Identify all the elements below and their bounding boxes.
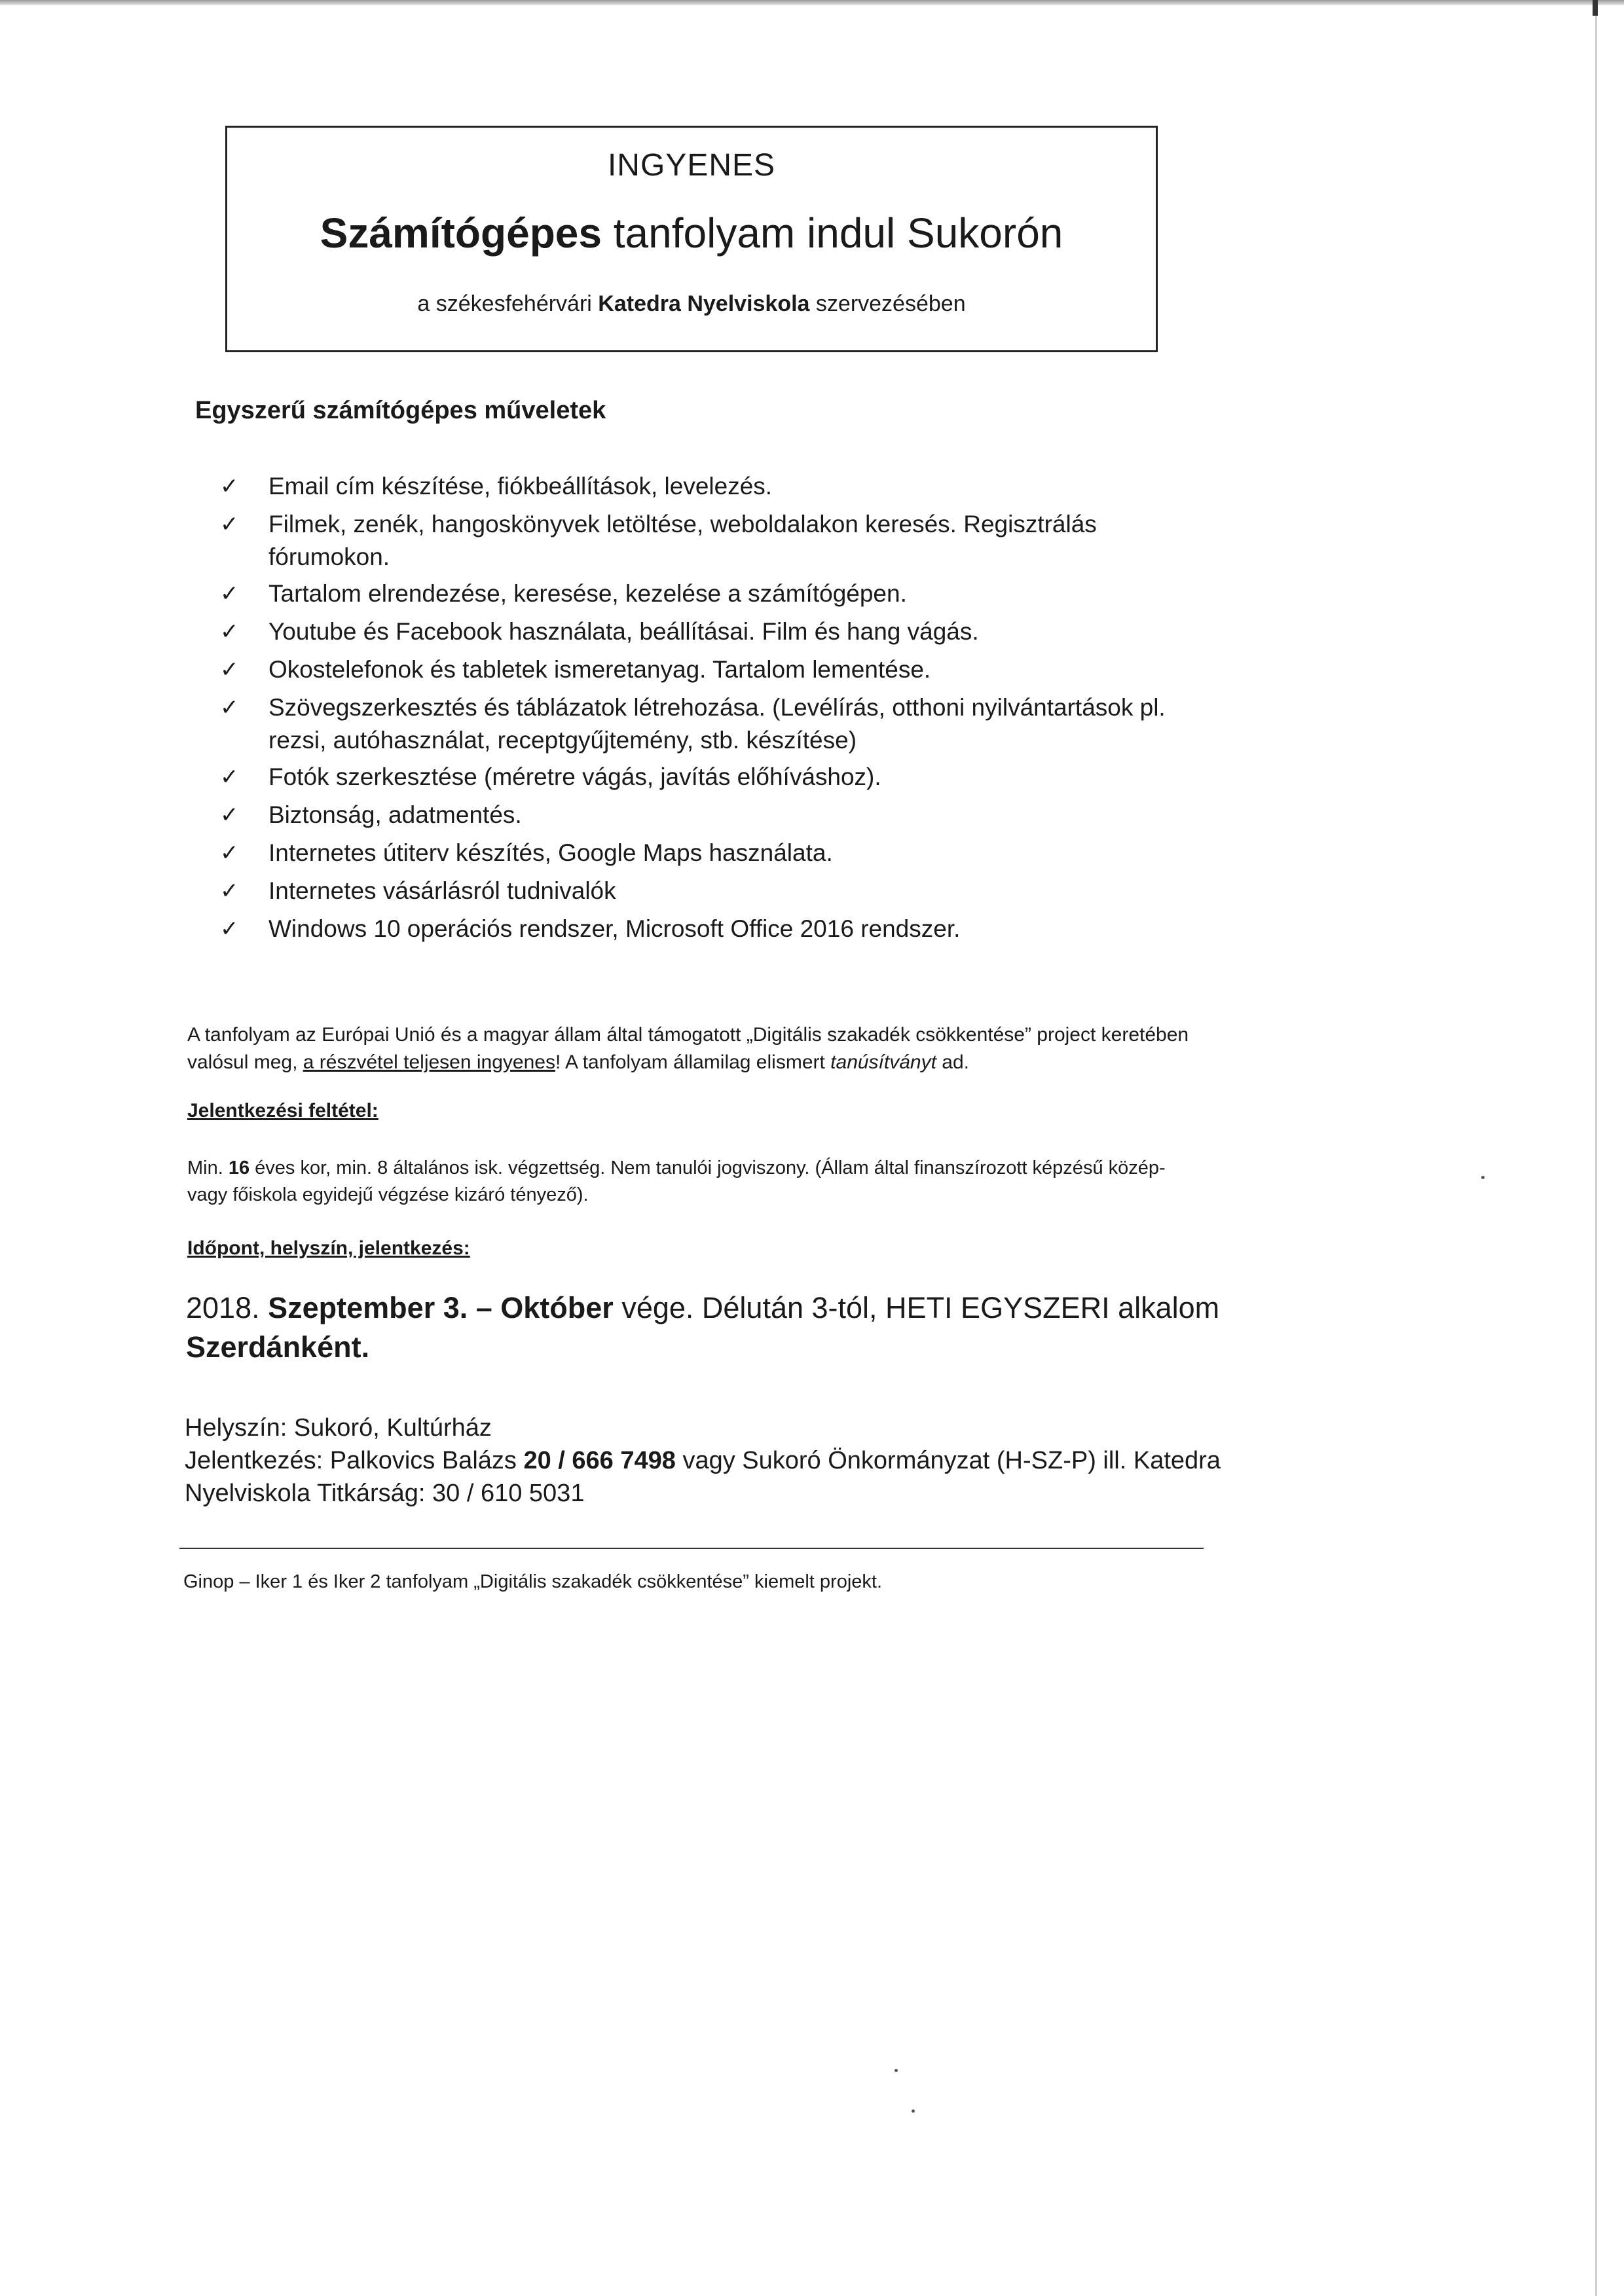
min-age: 16 bbox=[228, 1157, 250, 1178]
free-label: INGYENES bbox=[607, 148, 776, 183]
apply-post: vagy Sukoró Önkormányzat (H-SZ-P) ill. Katedra Nyelviskola Titkárság: 30 / 610 5031 bbox=[185, 1447, 1221, 1507]
scan-corner-mark bbox=[1593, 0, 1598, 16]
feature-item bbox=[220, 691, 1202, 757]
info-paragraph bbox=[187, 1021, 1209, 1076]
phone-number: 20 / 666 7498 bbox=[523, 1447, 676, 1474]
footer-note: Ginop – Iker 1 és Iker 2 tanfolyam „Digitális szakadék csökkentése” kiemelt projekt. bbox=[183, 1571, 883, 1592]
scan-speck bbox=[912, 2109, 915, 2113]
feature-item bbox=[220, 653, 1202, 686]
schedule-text bbox=[186, 1288, 1234, 1367]
feature-text: Filmek, zenék, hangoskönyvek letöltése, weboldalakon keresés. Regisztrálás fórumokon. bbox=[268, 511, 1097, 570]
check-icon: ✓ bbox=[220, 916, 239, 942]
title-box bbox=[225, 126, 1158, 352]
check-icon: ✓ bbox=[220, 581, 239, 607]
check-icon: ✓ bbox=[220, 802, 239, 828]
feature-item bbox=[220, 837, 1202, 869]
feature-text: Youtube és Facebook használata, beállításai. Film és hang vágás. bbox=[268, 618, 979, 645]
feature-text: Tartalom elrendezése, keresése, kezelése a számítógépen. bbox=[268, 580, 907, 607]
scan-speck bbox=[1481, 1176, 1485, 1179]
check-icon: ✓ bbox=[220, 473, 239, 500]
headline-bold: Számítógépes bbox=[320, 210, 602, 257]
feature-text: Fotók szerkesztése (méretre vágás, javítás előhíváshoz). bbox=[268, 763, 881, 790]
feature-item bbox=[220, 761, 1202, 793]
feature-item bbox=[220, 615, 1202, 648]
check-icon: ✓ bbox=[220, 511, 239, 538]
contact-block bbox=[185, 1412, 1232, 1510]
scan-right-edge bbox=[1595, 0, 1597, 2296]
organizer-pre: a székesfehérvári bbox=[417, 291, 599, 316]
check-icon: ✓ bbox=[220, 695, 239, 721]
feature-text: Internetes vásárlásról tudnivalók bbox=[268, 877, 616, 904]
conditions-label: Jelentkezési feltétel: bbox=[187, 1100, 378, 1121]
feature-text: Windows 10 operációs rendszer, Microsoft Office 2016 rendszer. bbox=[268, 915, 961, 942]
info-text-mid: ! A tanfolyam államilag elismert bbox=[555, 1051, 831, 1073]
feature-text: Szövegszerkesztés és táblázatok létrehozása. (Levélírás, otthoni nyilvántartások pl. rezsi, autóhasználat, receptgyűjtemény, stb. készítése) bbox=[268, 694, 1166, 754]
check-icon: ✓ bbox=[220, 657, 239, 683]
section-title: Egyszerű számítógépes műveletek bbox=[195, 397, 606, 424]
conditions-rest: éves kor, min. 8 általános isk. végzettség. Nem tanulói jogviszony. (Állam által finanszírozott képzésű közép- vagy főiskola egyidejű végzése kizáró tényező). bbox=[187, 1157, 1166, 1205]
check-icon: ✓ bbox=[220, 619, 239, 645]
schedule-dates: Szeptember 3. – Október bbox=[268, 1291, 614, 1324]
scan-speck bbox=[895, 2069, 898, 2072]
conditions-text bbox=[187, 1155, 1209, 1209]
feature-item bbox=[220, 577, 1202, 610]
feature-item bbox=[220, 913, 1202, 945]
apply-line bbox=[185, 1444, 1232, 1510]
schedule-year: 2018. bbox=[186, 1291, 268, 1324]
feature-list bbox=[220, 470, 1202, 951]
feature-item bbox=[220, 508, 1202, 574]
schedule-label: Időpont, helyszín, jelentkezés: bbox=[187, 1237, 470, 1259]
organizer-post: szervezésében bbox=[809, 291, 966, 316]
organizer-line bbox=[227, 291, 1156, 317]
free-participation: a részvétel teljesen ingyenes bbox=[303, 1051, 555, 1073]
venue: Helyszín: Sukoró, Kultúrház bbox=[185, 1414, 492, 1442]
check-icon: ✓ bbox=[220, 878, 239, 904]
check-icon: ✓ bbox=[220, 764, 239, 790]
feature-item bbox=[220, 875, 1202, 907]
headline bbox=[227, 209, 1156, 257]
check-icon: ✓ bbox=[220, 840, 239, 866]
schedule-rest: vége. Délután 3-tól, HETI EGYSZERI alkalom bbox=[613, 1291, 1220, 1324]
info-text-end: ad. bbox=[936, 1051, 969, 1073]
feature-text: Biztonság, adatmentés. bbox=[268, 801, 522, 828]
feature-text: Internetes útiterv készítés, Google Maps használata. bbox=[268, 839, 833, 866]
feature-item bbox=[220, 799, 1202, 831]
feature-item bbox=[220, 470, 1202, 503]
certificate-word: tanúsítványt bbox=[830, 1051, 936, 1073]
conditions-pre: Min. bbox=[187, 1157, 229, 1178]
headline-rest: tanfolyam indul Sukorón bbox=[601, 210, 1063, 257]
info-text: A tanfolyam az Európai Unió és a magyar állam által támogatott „Digitális szakadék csökkentése” project keretében valósul meg, bbox=[187, 1024, 1189, 1073]
apply-pre: Jelentkezés: Palkovics Balázs bbox=[185, 1447, 524, 1474]
feature-text: Okostelefonok és tabletek ismeretanyag. Tartalom lementése. bbox=[268, 656, 931, 683]
feature-text: Email cím készítése, fiókbeállítások, levelezés. bbox=[268, 473, 773, 500]
scan-top-edge bbox=[0, 0, 1624, 5]
organizer-name: Katedra Nyelviskola bbox=[598, 291, 810, 316]
schedule-day: Szerdánként. bbox=[186, 1330, 370, 1364]
divider bbox=[179, 1548, 1204, 1549]
